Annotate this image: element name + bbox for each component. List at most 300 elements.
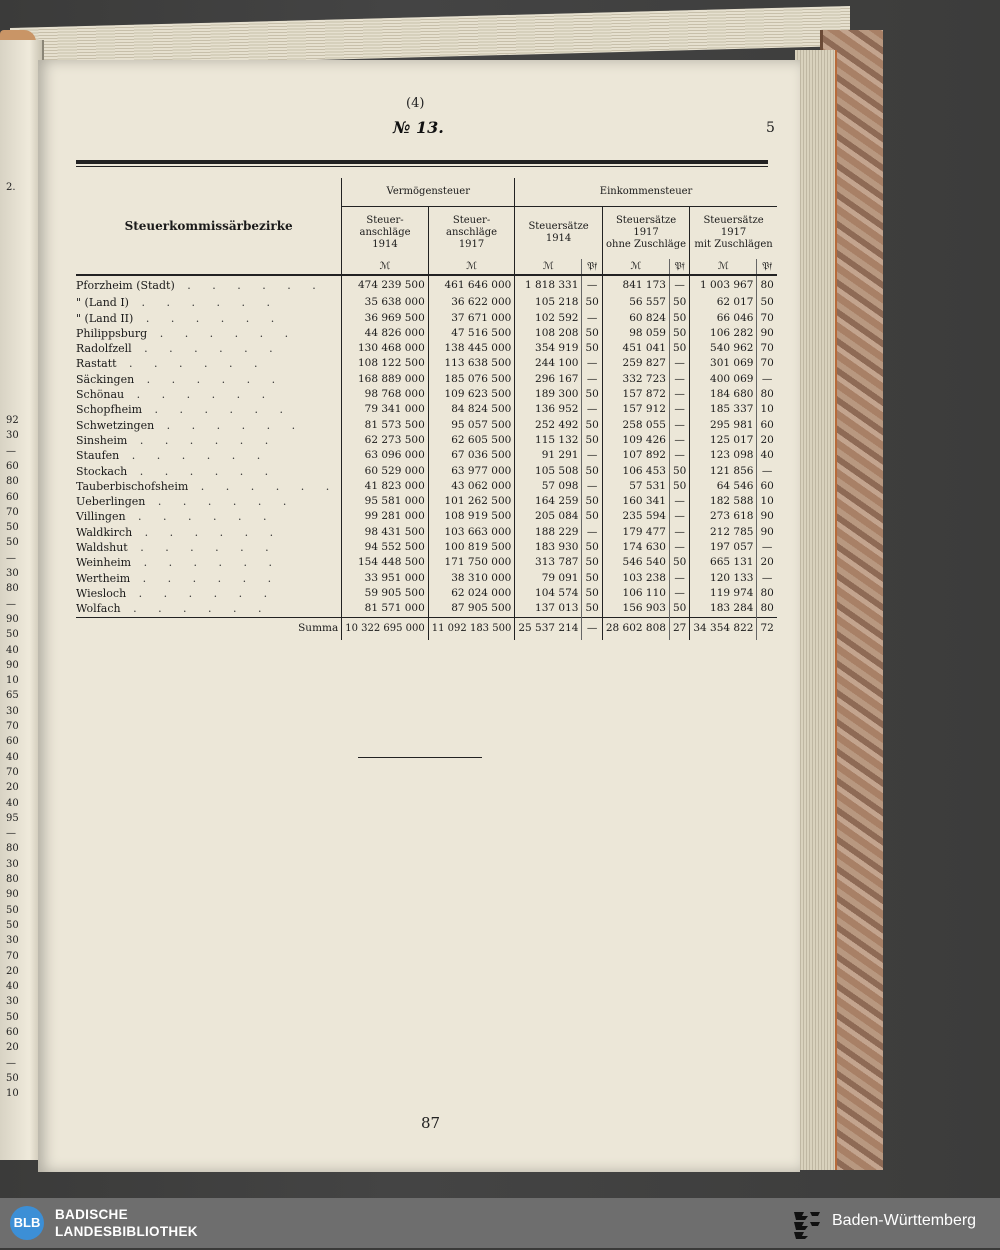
einkommen-1917-ohne-pf: 50 <box>669 295 689 310</box>
table-row <box>76 448 777 463</box>
district-label: Stockach <box>76 464 128 478</box>
vermoegen-1914: 99 281 000 <box>342 509 429 524</box>
leader-dots: . . . . . . <box>119 449 270 463</box>
district-name <box>76 372 342 387</box>
summa-e17o: 28 602 808 <box>602 617 669 640</box>
einkommen-1914-pf: — <box>582 311 602 326</box>
vermoegen-1917: 113 638 500 <box>428 356 515 371</box>
vermoegen-1917: 109 623 500 <box>428 387 515 402</box>
district-name <box>76 326 342 341</box>
leader-dots: . . . . . . <box>128 296 279 310</box>
einkommen-1917-ohne-pf: — <box>669 356 689 371</box>
vermoegen-1917: 103 663 000 <box>428 525 515 540</box>
district-name <box>76 571 342 586</box>
vermoegen-1917: 67 036 500 <box>428 448 515 463</box>
vermoegen-1917: 38 310 000 <box>428 571 515 586</box>
district-name <box>76 540 342 555</box>
table-row <box>76 402 777 417</box>
district-label: Schönau <box>76 388 125 402</box>
einkommen-1914-pf: 50 <box>582 571 602 586</box>
table-row <box>76 525 777 540</box>
bw-name[interactable]: Baden-Württemberg <box>832 1212 977 1229</box>
bw-lions-icon[interactable] <box>790 1206 824 1240</box>
district-name <box>76 448 342 463</box>
district-label: Staufen <box>76 449 120 463</box>
unit-m: ℳ <box>428 259 515 275</box>
left-page-number: 60 <box>6 1027 19 1038</box>
table-row <box>76 387 777 402</box>
district-name <box>76 464 342 479</box>
summa-v14: 10 322 695 000 <box>342 617 429 640</box>
table-row <box>76 464 777 479</box>
einkommen-1914: 183 930 <box>515 540 582 555</box>
einkommen-1914-pf: 50 <box>582 494 602 509</box>
einkommen-1917-ohne-pf: — <box>669 448 689 463</box>
left-page-number: 40 <box>6 644 19 656</box>
einkommen-1914-pf: — <box>582 356 602 371</box>
unit-m: ℳ <box>690 259 757 275</box>
left-page-number: 60 <box>6 491 19 503</box>
vermoegen-1914: 81 573 500 <box>342 418 429 433</box>
district-name <box>76 509 342 524</box>
district-label: Schwetzingen <box>76 418 155 432</box>
leader-dots: . . . . . . <box>120 602 271 616</box>
page-edges <box>795 50 837 1170</box>
einkommen-1917-ohne: 107 892 <box>602 448 669 463</box>
vermoegen-1914: 36 969 500 <box>342 311 429 326</box>
left-page-number: 80 <box>6 583 19 595</box>
table-row <box>76 295 777 310</box>
einkommen-1917-ohne: 56 557 <box>602 295 669 310</box>
einkommen-1917-mit-pf: 70 <box>757 311 777 326</box>
col-einkommen-1917-ohne: Steuersätze 1917 ohne Zuschläge <box>602 207 690 260</box>
einkommen-1917-mit: 301 069 <box>690 356 757 371</box>
einkommen-1914: 1 818 331 <box>515 275 582 295</box>
vermoegen-1914: 168 889 000 <box>342 372 429 387</box>
vermoegen-1917: 63 977 000 <box>428 464 515 479</box>
einkommen-1914: 205 084 <box>515 509 582 524</box>
einkommen-1917-mit-pf: 80 <box>757 275 777 295</box>
table-row <box>76 571 777 586</box>
vermoegen-1914: 33 951 000 <box>342 571 429 586</box>
einkommen-1914-pf: 50 <box>582 509 602 524</box>
einkommen-1917-ohne: 57 531 <box>602 479 669 494</box>
left-page-number: 30 <box>6 705 19 717</box>
einkommen-1917-mit: 540 962 <box>690 341 757 356</box>
einkommen-1917-mit: 182 588 <box>690 494 757 509</box>
einkommen-1917-mit: 184 680 <box>690 387 757 402</box>
einkommen-1917-mit: 125 017 <box>690 433 757 448</box>
district-label: Sinsheim <box>76 433 128 447</box>
einkommen-1917-mit-pf: 90 <box>757 326 777 341</box>
einkommen-1914: 79 091 <box>515 571 582 586</box>
einkommen-1914: 105 218 <box>515 295 582 310</box>
einkommen-1917-mit-pf: — <box>757 464 777 479</box>
einkommen-1917-mit-pf: — <box>757 571 777 586</box>
blb-line2: LANDESBIBLIOTHEK <box>55 1224 198 1239</box>
summa-e17opf: 27 <box>669 617 689 640</box>
einkommen-1917-mit-pf: 90 <box>757 525 777 540</box>
vermoegen-1917: 84 824 500 <box>428 402 515 417</box>
einkommen-1917-mit-pf: 70 <box>757 341 777 356</box>
leader-dots: . . . . . . <box>127 433 278 447</box>
vermoegen-1917: 101 262 500 <box>428 494 515 509</box>
leader-dots: . . . . . . <box>126 586 277 600</box>
vermoegen-1917: 47 516 500 <box>428 326 515 341</box>
einkommen-1914-pf: — <box>582 479 602 494</box>
einkommen-1917-mit: 64 546 <box>690 479 757 494</box>
district-name <box>76 555 342 570</box>
left-page-number: 50 <box>6 919 19 931</box>
leader-dots: . . . . . . <box>125 510 276 524</box>
district-name <box>76 601 342 617</box>
district-name <box>76 586 342 601</box>
einkommen-1917-mit-pf: 50 <box>757 295 777 310</box>
einkommen-1914: 137 013 <box>515 601 582 617</box>
summa-v17: 11 092 183 500 <box>428 617 515 640</box>
einkommen-1914-pf: 50 <box>582 464 602 479</box>
left-page-number: 80 <box>6 874 19 885</box>
einkommen-1914: 108 208 <box>515 326 582 341</box>
left-page-numbers <box>0 40 34 1160</box>
einkommen-1914-pf: 50 <box>582 586 602 601</box>
einkommen-1917-ohne: 157 912 <box>602 402 669 417</box>
vermoegen-1917: 87 905 500 <box>428 601 515 617</box>
einkommen-1917-ohne-pf: — <box>669 509 689 524</box>
table-row <box>76 341 777 356</box>
unit-pf: 𝔓𝔣 <box>582 259 602 275</box>
table-row <box>76 494 777 509</box>
left-page-number: 60 <box>6 736 19 748</box>
einkommen-1917-ohne-pf: — <box>669 387 689 402</box>
district-label: Pforzheim (Stadt) <box>76 279 175 293</box>
page-number: 87 <box>421 1114 441 1132</box>
einkommen-1914-pf: 50 <box>582 295 602 310</box>
summa-label: Summa <box>298 621 339 634</box>
district-name <box>76 311 342 326</box>
left-page-number: 10 <box>6 675 19 687</box>
district-name <box>76 494 342 509</box>
einkommen-1917-mit-pf: 80 <box>757 387 777 402</box>
group-vermoegen: Vermögensteuer <box>342 178 515 207</box>
table-row <box>76 311 777 326</box>
einkommen-1914-pf: — <box>582 448 602 463</box>
einkommen-1914-pf: — <box>582 372 602 387</box>
leader-dots: . . . . . . <box>133 311 284 325</box>
table-row <box>76 275 777 295</box>
vermoegen-1917: 108 919 500 <box>428 509 515 524</box>
leader-dots: . . . . . . <box>134 372 285 386</box>
einkommen-1917-ohne-pf: — <box>669 418 689 433</box>
vermoegen-1914: 154 448 500 <box>342 555 429 570</box>
einkommen-1917-ohne: 259 827 <box>602 356 669 371</box>
left-page-number: — <box>6 552 16 564</box>
leader-dots: . . . . . . <box>127 541 278 555</box>
table-row <box>76 326 777 341</box>
blb-logo[interactable]: BLB <box>10 1206 44 1240</box>
vermoegen-1914: 59 905 500 <box>342 586 429 601</box>
einkommen-1917-ohne-pf: 50 <box>669 341 689 356</box>
einkommen-1917-mit-pf: 60 <box>757 418 777 433</box>
vermoegen-1914: 60 529 000 <box>342 464 429 479</box>
district-label: Wolfach <box>76 602 121 616</box>
einkommen-1914-pf: — <box>582 275 602 295</box>
table-row <box>76 586 777 601</box>
table-row <box>76 372 777 387</box>
einkommen-1917-ohne: 98 059 <box>602 326 669 341</box>
einkommen-1914: 164 259 <box>515 494 582 509</box>
table-row <box>76 555 777 570</box>
left-page-number: 95 <box>6 812 19 824</box>
leader-dots: . . . . . . <box>116 357 267 371</box>
vermoegen-1917: 100 819 500 <box>428 540 515 555</box>
einkommen-1914: 188 229 <box>515 525 582 540</box>
einkommen-1917-mit: 185 337 <box>690 402 757 417</box>
table-row <box>76 479 777 494</box>
einkommen-1917-mit-pf: 90 <box>757 509 777 524</box>
district-label: Villingen <box>76 510 126 524</box>
left-page-number: — <box>6 598 16 610</box>
einkommen-1917-mit: 62 017 <box>690 295 757 310</box>
table-row <box>76 418 777 433</box>
einkommen-1917-mit: 121 856 <box>690 464 757 479</box>
district-label: Säckingen <box>76 372 135 386</box>
left-page-number: — <box>6 828 16 840</box>
vermoegen-1914: 98 768 000 <box>342 387 429 402</box>
einkommen-1917-ohne: 160 341 <box>602 494 669 509</box>
einkommen-1917-mit-pf: 80 <box>757 601 777 617</box>
district-label: Philippsburg <box>76 326 148 340</box>
einkommen-1917-mit: 120 133 <box>690 571 757 586</box>
left-page-number: 30 <box>6 858 19 870</box>
einkommen-1914-pf: 50 <box>582 555 602 570</box>
district-name <box>76 479 342 494</box>
header-number: № 13. <box>393 118 444 137</box>
einkommen-1917-mit: 119 974 <box>690 586 757 601</box>
vermoegen-1917: 62 024 000 <box>428 586 515 601</box>
einkommen-1914: 104 574 <box>515 586 582 601</box>
left-page-number: 90 <box>6 659 19 671</box>
left-page-number: 10 <box>6 1088 19 1100</box>
stub-title: Steuerkommissärbezirke <box>124 219 293 234</box>
einkommen-1914: 102 592 <box>515 311 582 326</box>
leader-dots: . . . . . . <box>154 418 305 432</box>
vermoegen-1917: 185 076 500 <box>428 372 515 387</box>
einkommen-1914: 244 100 <box>515 356 582 371</box>
vermoegen-1914: 108 122 500 <box>342 356 429 371</box>
left-page-number: 70 <box>6 506 19 518</box>
einkommen-1917-ohne: 258 055 <box>602 418 669 433</box>
summa-e17mpf: 72 <box>757 617 777 640</box>
einkommen-1917-ohne-pf: — <box>669 525 689 540</box>
table-row <box>76 509 777 524</box>
district-name <box>76 387 342 402</box>
summa-e17m: 34 354 822 <box>690 617 757 640</box>
vermoegen-1917: 37 671 000 <box>428 311 515 326</box>
col-vermoegen-1914: Steuer- anschläge 1914 <box>342 207 429 260</box>
book-top-edge <box>10 6 850 68</box>
left-page-number: 70 <box>6 766 19 778</box>
einkommen-1917-mit-pf: 80 <box>757 586 777 601</box>
district-label: Waldkirch <box>76 525 133 539</box>
einkommen-1917-mit-pf: 20 <box>757 433 777 448</box>
vermoegen-1917: 461 646 000 <box>428 275 515 295</box>
district-name <box>76 341 342 356</box>
einkommen-1914: 91 291 <box>515 448 582 463</box>
einkommen-1917-mit: 106 282 <box>690 326 757 341</box>
left-page-number: 80 <box>6 843 19 855</box>
vermoegen-1914: 63 096 000 <box>342 448 429 463</box>
leader-dots: . . . . . . <box>174 279 325 293</box>
vermoegen-1914: 98 431 500 <box>342 525 429 540</box>
einkommen-1917-ohne-pf: 50 <box>669 555 689 570</box>
einkommen-1917-ohne: 156 903 <box>602 601 669 617</box>
left-page-number: 2. <box>6 182 16 193</box>
leader-dots: . . . . . . <box>130 571 281 585</box>
einkommen-1917-mit: 273 618 <box>690 509 757 524</box>
einkommen-1917-ohne: 451 041 <box>602 341 669 356</box>
left-page-number: 70 <box>6 950 19 962</box>
blb-line1: BADISCHE <box>55 1207 128 1222</box>
vermoegen-1914: 130 468 000 <box>342 341 429 356</box>
einkommen-1917-ohne-pf: — <box>669 372 689 387</box>
vermoegen-1917: 43 062 000 <box>428 479 515 494</box>
leader-dots: . . . . . . <box>147 326 298 340</box>
district-name <box>76 356 342 371</box>
left-page-number: 40 <box>6 797 19 809</box>
einkommen-1917-ohne-pf: — <box>669 494 689 509</box>
unit-pf: 𝔓𝔣 <box>757 259 777 275</box>
einkommen-1914-pf: — <box>582 402 602 417</box>
left-page-number: 50 <box>6 1011 19 1023</box>
vermoegen-1914: 474 239 500 <box>342 275 429 295</box>
einkommen-1917-mit-pf: 70 <box>757 356 777 371</box>
left-page-number: 20 <box>6 782 19 794</box>
district-label: " (Land I) <box>76 296 129 310</box>
unit-m: ℳ <box>342 259 429 275</box>
einkommen-1914: 296 167 <box>515 372 582 387</box>
leader-dots: . . . . . . <box>124 388 275 402</box>
einkommen-1917-ohne: 174 630 <box>602 540 669 555</box>
einkommen-1914-pf: 50 <box>582 326 602 341</box>
einkommen-1917-ohne: 841 173 <box>602 275 669 295</box>
einkommen-1917-mit: 66 046 <box>690 311 757 326</box>
district-name <box>76 433 342 448</box>
einkommen-1917-mit-pf: — <box>757 540 777 555</box>
einkommen-1917-ohne-pf: — <box>669 540 689 555</box>
col-einkommen-1917-mit: Steuersätze 1917 mit Zuschlägen <box>690 207 777 260</box>
district-name <box>76 402 342 417</box>
einkommen-1914: 115 132 <box>515 433 582 448</box>
einkommen-1917-mit: 295 981 <box>690 418 757 433</box>
left-page-number: — <box>6 1057 16 1069</box>
einkommen-1917-ohne-pf: 50 <box>669 326 689 341</box>
einkommen-1914-pf: 50 <box>582 601 602 617</box>
document-page <box>38 60 800 1172</box>
left-page-number: 20 <box>6 1042 19 1054</box>
top-rule-thick <box>76 160 768 164</box>
district-label: Wertheim <box>76 571 131 585</box>
einkommen-1914: 189 300 <box>515 387 582 402</box>
left-page-number: 30 <box>6 935 19 947</box>
district-name <box>76 418 342 433</box>
unit-m: ℳ <box>515 259 582 275</box>
einkommen-1917-mit: 123 098 <box>690 448 757 463</box>
einkommen-1917-ohne-pf: 50 <box>669 311 689 326</box>
vermoegen-1914: 81 571 000 <box>342 601 429 617</box>
einkommen-1917-ohne-pf: — <box>669 571 689 586</box>
einkommen-1917-ohne-pf: — <box>669 433 689 448</box>
summa-row <box>76 617 777 640</box>
einkommen-1917-mit-pf: 60 <box>757 479 777 494</box>
einkommen-1917-mit-pf: 10 <box>757 402 777 417</box>
einkommen-1917-ohne: 157 872 <box>602 387 669 402</box>
blb-name[interactable] <box>55 1206 198 1240</box>
einkommen-1914-pf: 50 <box>582 418 602 433</box>
einkommen-1914: 354 919 <box>515 341 582 356</box>
einkommen-1917-mit-pf: — <box>757 372 777 387</box>
summa-e14: 25 537 214 <box>515 617 582 640</box>
einkommen-1917-ohne-pf: — <box>669 586 689 601</box>
col-vermoegen-1917: Steuer- anschläge 1917 <box>428 207 515 260</box>
header-paren: (4) <box>406 96 425 111</box>
einkommen-1917-ohne-pf: 50 <box>669 479 689 494</box>
einkommen-1917-mit-pf: 20 <box>757 555 777 570</box>
einkommen-1917-mit-pf: 10 <box>757 494 777 509</box>
district-label: Ueberlingen <box>76 495 146 509</box>
einkommen-1917-mit: 400 069 <box>690 372 757 387</box>
left-page-number: 80 <box>6 476 19 488</box>
tax-table <box>76 178 777 640</box>
col-einkommen-1914: Steuersätze 1914 <box>515 207 603 260</box>
top-rule-thin <box>76 166 768 167</box>
einkommen-1917-ohne: 103 238 <box>602 571 669 586</box>
district-label: Radolfzell <box>76 342 132 356</box>
end-rule <box>358 757 482 758</box>
left-page-number: 30 <box>6 430 19 442</box>
district-name <box>76 525 342 540</box>
left-page-number: 30 <box>6 996 19 1008</box>
einkommen-1914: 136 952 <box>515 402 582 417</box>
district-label: Schopfheim <box>76 403 143 417</box>
einkommen-1914-pf: 50 <box>582 433 602 448</box>
left-page-number: 20 <box>6 965 19 977</box>
left-page-number: 40 <box>6 751 19 763</box>
einkommen-1914: 57 098 <box>515 479 582 494</box>
einkommen-1917-ohne: 235 594 <box>602 509 669 524</box>
vermoegen-1914: 79 341 000 <box>342 402 429 417</box>
vermoegen-1914: 95 581 000 <box>342 494 429 509</box>
einkommen-1917-mit: 183 284 <box>690 601 757 617</box>
footer-bar <box>0 1198 1000 1248</box>
table-row <box>76 540 777 555</box>
einkommen-1914-pf: 50 <box>582 387 602 402</box>
vermoegen-1917: 95 057 500 <box>428 418 515 433</box>
einkommen-1917-ohne: 60 824 <box>602 311 669 326</box>
einkommen-1914-pf: 50 <box>582 341 602 356</box>
left-page-number: 92 <box>6 415 19 426</box>
vermoegen-1914: 44 826 000 <box>342 326 429 341</box>
vermoegen-1914: 94 552 500 <box>342 540 429 555</box>
einkommen-1914: 252 492 <box>515 418 582 433</box>
einkommen-1917-mit: 197 057 <box>690 540 757 555</box>
left-page-number: 30 <box>6 568 19 579</box>
district-label: Weinheim <box>76 556 132 570</box>
group-einkommen: Einkommensteuer <box>515 178 777 207</box>
leader-dots: . . . . . . <box>127 464 278 478</box>
einkommen-1914-pf: 50 <box>582 540 602 555</box>
einkommen-1914: 105 508 <box>515 464 582 479</box>
